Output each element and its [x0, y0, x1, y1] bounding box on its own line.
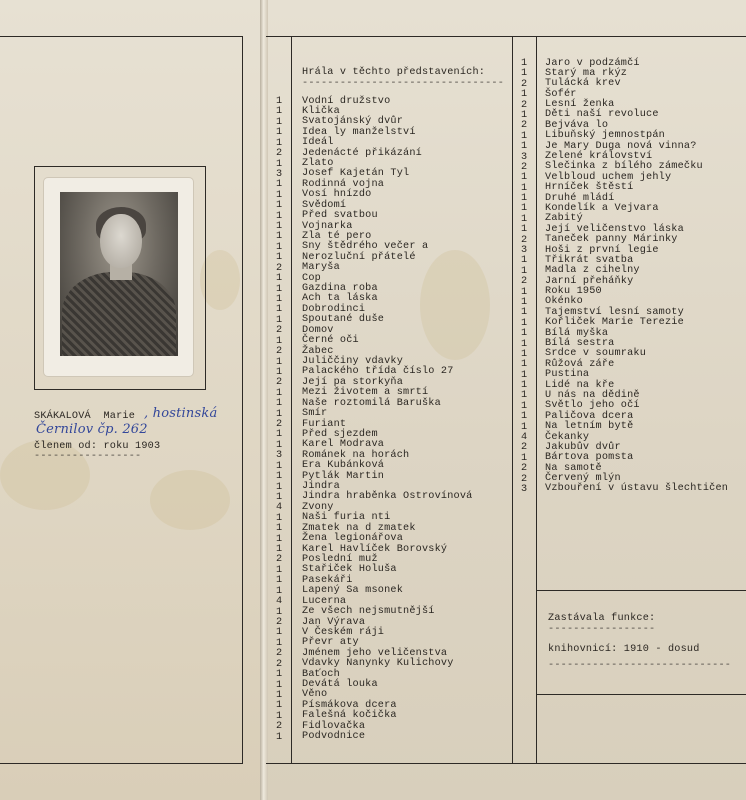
- play-title: Hoši z první legie: [545, 244, 659, 256]
- play-count: 2: [520, 99, 528, 111]
- play-title: Světlo jeho očí: [545, 400, 640, 412]
- play-title: Lesní ženka: [545, 99, 615, 111]
- play-title: Falešná kočička: [302, 710, 397, 722]
- left-card: [0, 0, 262, 800]
- play-count: 1: [275, 700, 283, 712]
- play-count: 1: [275, 398, 283, 410]
- play-title: Svatojánský dvůr: [302, 116, 404, 128]
- play-count: 1: [520, 369, 528, 381]
- play-count: 2: [520, 120, 528, 132]
- play-count: 2: [275, 419, 283, 431]
- play-count: 1: [275, 637, 283, 649]
- play-title: Velbloud uchem jehly: [545, 171, 672, 183]
- play-count: 1: [275, 689, 283, 701]
- play-title: Zmatek na d zmatek: [302, 522, 416, 534]
- play-title: Paličova dcera: [545, 410, 634, 422]
- play-count: 1: [275, 523, 283, 535]
- play-count: 1: [520, 307, 528, 319]
- dashed-underline: -----------------: [34, 451, 142, 462]
- play-count: 1: [275, 189, 283, 201]
- play-count: 1: [275, 627, 283, 639]
- play-title: Karel Modrava: [302, 439, 385, 451]
- play-title: Její pa storkyňa: [302, 376, 404, 388]
- play-count: 1: [275, 179, 283, 191]
- play-count: 2: [275, 262, 283, 274]
- play-title: Druhé mládí: [545, 192, 615, 204]
- play-title: Karel Havlíček Borovský: [302, 543, 448, 555]
- play-count: 1: [275, 408, 283, 420]
- play-title: Pustina: [545, 369, 590, 381]
- play-title: Před svatbou: [302, 210, 378, 222]
- paper-stain: [200, 250, 240, 310]
- play-count: 2: [275, 148, 283, 160]
- play-count: 1: [520, 286, 528, 298]
- play-title: Stařiček Holuša: [302, 564, 397, 576]
- play-title: Madla z cihelny: [545, 265, 640, 277]
- col-divider-left: [512, 36, 513, 764]
- play-count: 3: [520, 151, 528, 163]
- play-count: 1: [275, 575, 283, 587]
- right-border-bottom: [266, 763, 746, 764]
- play-count: 1: [275, 293, 283, 305]
- photo-box-right: [205, 166, 206, 390]
- play-title: Bejvávа lo: [545, 119, 609, 131]
- play-count: 1: [275, 481, 283, 493]
- play-title: Klička: [302, 105, 340, 117]
- play-count: 1: [275, 314, 283, 326]
- play-title: Písmákova dcera: [302, 699, 397, 711]
- play-count: 1: [275, 210, 283, 222]
- play-count: 2: [275, 648, 283, 660]
- play-count: 1: [275, 273, 283, 285]
- play-count: 1: [520, 338, 528, 350]
- heading-underline: --------------------------------: [302, 78, 505, 89]
- play-count: 1: [275, 731, 283, 743]
- portrait-photo: [60, 192, 178, 356]
- play-count: 1: [520, 380, 528, 392]
- occupation-handwritten: , hostinská: [144, 406, 218, 421]
- play-count: 1: [275, 283, 283, 295]
- play-title: Cop: [302, 272, 321, 284]
- play-title: Jedenácté přikázání: [302, 147, 422, 159]
- play-count: 1: [520, 172, 528, 184]
- play-count: 2: [275, 658, 283, 670]
- functions-box-top: [536, 590, 746, 591]
- play-title: Červený mlýn: [545, 473, 621, 485]
- play-title: Zvony: [302, 501, 334, 513]
- play-title: Vosí hnízdo: [302, 189, 372, 201]
- col1-num-rule: [291, 36, 292, 764]
- functions-heading: Zastávala funkce:: [548, 613, 656, 624]
- play-title: Růžová záře: [545, 358, 615, 370]
- play-title: Ze všech nejsmutnější: [302, 606, 435, 618]
- play-title: Jindra: [302, 481, 340, 493]
- play-count: 2: [520, 78, 528, 90]
- play-count: 1: [275, 127, 283, 139]
- play-title: Rodinná vojna: [302, 178, 385, 190]
- play-count: 1: [275, 241, 283, 253]
- play-title: Je Mary Duga nová vinna?: [545, 140, 697, 152]
- play-title: Zelené království: [545, 151, 653, 162]
- play-count: 1: [275, 439, 283, 451]
- play-count: 1: [520, 109, 528, 121]
- play-title: Podvodnice: [302, 731, 366, 743]
- play-title: Maryša: [302, 262, 340, 274]
- plays-heading: Hrála v těchto představeních:: [302, 67, 486, 78]
- photo-box-top: [34, 166, 206, 167]
- function-role: knihovnicí: 1910 - dosud: [548, 644, 700, 655]
- play-count: 1: [520, 296, 528, 308]
- paper-fold: [260, 0, 268, 800]
- play-count: 1: [275, 585, 283, 597]
- play-count: 1: [275, 491, 283, 503]
- play-title: Smír: [302, 408, 328, 420]
- play-count: 4: [275, 596, 283, 608]
- play-title: Sny štědrého večer a: [302, 241, 429, 253]
- play-count: 1: [520, 328, 528, 340]
- play-count: 1: [275, 158, 283, 170]
- play-title: Pasekáři: [302, 574, 353, 586]
- play-title: Kondelík a Vejvara: [545, 202, 659, 214]
- play-title: Žena legionářova: [302, 533, 404, 545]
- play-title: Naše roztomilá Baruška: [302, 397, 441, 409]
- play-title: Tulácká krev: [545, 78, 621, 90]
- play-count: 3: [275, 168, 283, 180]
- play-count: 4: [275, 502, 283, 514]
- play-title: Věno: [302, 689, 328, 701]
- play-title: Na samotě: [545, 462, 602, 474]
- left-border-top: [0, 36, 243, 37]
- play-title: Ach ta láska: [302, 293, 378, 305]
- play-title: Jan Výrava: [302, 616, 366, 628]
- play-title: Starý ma rkýz: [545, 67, 628, 79]
- play-title: Jakubův dvůr: [545, 441, 621, 453]
- play-count: 1: [520, 224, 528, 236]
- play-title: Čekanky: [545, 431, 590, 443]
- play-title: Era Kubánková: [302, 460, 385, 472]
- play-count: 1: [275, 544, 283, 556]
- play-title: Spoutané duše: [302, 314, 385, 326]
- play-count: 1: [275, 356, 283, 368]
- play-title: Zla té pero: [302, 230, 372, 242]
- play-title: Devátá louka: [302, 679, 378, 691]
- play-count: 1: [275, 252, 283, 264]
- play-count: 1: [520, 452, 528, 464]
- play-count: 1: [520, 265, 528, 277]
- play-title: Svědomí: [302, 199, 347, 211]
- play-count: 2: [275, 554, 283, 566]
- play-title: Okénko: [545, 296, 583, 308]
- play-title: Roku 1950: [545, 286, 602, 298]
- play-count: 1: [520, 68, 528, 80]
- play-title: Fidlovačka: [302, 720, 366, 732]
- play-count: 1: [520, 390, 528, 402]
- play-title: Idea ly manželství: [302, 126, 416, 138]
- play-count: 1: [275, 387, 283, 399]
- play-title: Děti naší revoluce: [545, 109, 659, 121]
- play-title: Libuňský jemnostpán: [545, 130, 665, 142]
- role-underline: -----------------------------: [548, 660, 732, 671]
- play-count: 1: [275, 335, 283, 347]
- play-title: Třikrát svatba: [545, 254, 634, 266]
- play-title: Zlato: [302, 158, 334, 170]
- right-border-top: [266, 36, 746, 37]
- play-count: 1: [520, 203, 528, 215]
- play-title: Zabitý: [545, 213, 583, 225]
- play-count: 1: [275, 231, 283, 243]
- play-title: Jarní přeháňky: [545, 275, 634, 287]
- play-title: Lidé na kře: [545, 379, 615, 391]
- play-count: 1: [275, 221, 283, 233]
- play-count: 1: [275, 96, 283, 107]
- functions-box-bottom: [536, 694, 746, 695]
- play-title: Její veličenstvo láska: [545, 223, 684, 235]
- play-count: 1: [275, 533, 283, 545]
- play-count: 1: [275, 679, 283, 691]
- play-count: 2: [520, 234, 528, 246]
- play-count: 1: [520, 130, 528, 142]
- play-count: 1: [520, 89, 528, 101]
- play-count: 1: [520, 255, 528, 267]
- play-count: 1: [275, 564, 283, 576]
- play-count: 1: [275, 366, 283, 378]
- play-count: 1: [275, 460, 283, 472]
- play-count: 1: [275, 710, 283, 722]
- functions-underline: -----------------: [548, 624, 656, 635]
- play-count: 1: [275, 200, 283, 212]
- play-title: Vojnarka: [302, 220, 353, 232]
- play-title: Žabec: [302, 345, 334, 357]
- play-title: Josef Kajetán Tyl: [302, 168, 410, 180]
- play-title: Bílá sestra: [545, 338, 615, 350]
- left-border-bottom: [0, 763, 243, 764]
- play-title: Jindra hraběnka Ostrovínová: [302, 491, 473, 503]
- play-title: Naši furia nti: [302, 512, 391, 524]
- play-count: 1: [520, 421, 528, 433]
- play-count: 2: [275, 721, 283, 733]
- play-title: Románek na horách: [302, 449, 410, 461]
- play-title: Lucerna: [302, 595, 347, 607]
- play-title: Vdavky Nanynky Kulichovy: [302, 658, 454, 670]
- play-count: 1: [275, 606, 283, 618]
- play-count: 1: [275, 512, 283, 524]
- play-title: Bílá myška: [545, 327, 609, 339]
- play-title: Taneček panny Márinky: [545, 234, 678, 246]
- play-title: Před sjezdem: [302, 428, 378, 440]
- play-count: 1: [520, 359, 528, 371]
- address-handwritten: Černilov čp. 262: [36, 422, 148, 437]
- play-title: Pytlák Martin: [302, 470, 385, 482]
- play-title: Na letním bytě: [545, 421, 634, 433]
- play-title: Mezi životem a smrtí: [302, 387, 429, 399]
- photo-box-left: [34, 166, 35, 390]
- play-count: 2: [275, 346, 283, 358]
- play-count: 2: [275, 377, 283, 389]
- paper-stain: [150, 470, 230, 530]
- member-since: členem od: roku 1903: [34, 441, 161, 452]
- play-title: Bártova pomsta: [545, 452, 634, 464]
- play-count: 3: [520, 245, 528, 257]
- play-title: Srdce v soumraku: [545, 348, 647, 360]
- play-title: Palackého třída číslo 27: [302, 366, 454, 378]
- play-count: 1: [275, 116, 283, 128]
- play-title: Furiant: [302, 418, 347, 430]
- play-title: Vzbouření v ústavu šlechtičen: [545, 483, 729, 495]
- play-title: Kořliček Marie Terezie: [545, 317, 684, 329]
- play-count: 2: [520, 276, 528, 288]
- play-count: 1: [275, 429, 283, 441]
- play-count: 1: [520, 317, 528, 329]
- play-count: 1: [520, 348, 528, 360]
- play-count: 3: [275, 450, 283, 462]
- play-title: Baťoch: [302, 668, 340, 680]
- play-count: 2: [520, 442, 528, 454]
- play-title: Nerozluční přátelé: [302, 251, 416, 263]
- play-title: Lapený Sa msonek: [302, 585, 404, 597]
- play-count: 3: [520, 483, 528, 495]
- play-count: 1: [520, 400, 528, 412]
- play-title: V Českém ráji: [302, 626, 385, 638]
- play-title: Šofér: [545, 88, 577, 100]
- play-title: Juliččiny vdavky: [302, 356, 404, 367]
- play-title: Ideál: [302, 137, 334, 149]
- play-count: 2: [275, 325, 283, 337]
- play-count: 1: [275, 106, 283, 118]
- play-count: 1: [520, 193, 528, 205]
- play-count: 1: [520, 213, 528, 225]
- play-count: 1: [275, 471, 283, 483]
- col-divider-right: [536, 36, 537, 764]
- play-title: Vodní družstvo: [302, 95, 391, 107]
- play-count: 2: [520, 463, 528, 475]
- left-border-right: [242, 36, 243, 764]
- play-title: Slečinka z bílého zámečku: [545, 161, 703, 173]
- photo-box-bottom: [34, 389, 206, 390]
- play-title: Převr aty: [302, 637, 359, 649]
- play-title: Hrníček štěstí: [545, 182, 634, 194]
- play-title: Gazdina roba: [302, 283, 378, 295]
- play-title: Černé oči: [302, 335, 359, 347]
- play-title: Domov: [302, 324, 334, 336]
- play-title: Jménem jeho veličenstva: [302, 647, 448, 659]
- play-count: 2: [275, 617, 283, 628]
- play-title: U nás na dědině: [545, 389, 640, 401]
- play-count: 1: [520, 58, 528, 69]
- play-count: 4: [520, 432, 528, 444]
- person-name: SKÁKALOVÁ Marie: [34, 411, 136, 422]
- play-count: 1: [275, 304, 283, 316]
- paper-stain: [420, 250, 490, 360]
- play-title: Poslední muž: [302, 553, 378, 565]
- play-count: 1: [520, 411, 528, 423]
- play-title: Dobrodinci: [302, 303, 366, 315]
- play-title: Tajemství lesní samoty: [545, 306, 684, 318]
- play-count: 1: [520, 141, 528, 153]
- play-count: 1: [275, 137, 283, 149]
- play-count: 2: [520, 473, 528, 485]
- play-title: Jaro v podzámčí: [545, 57, 640, 69]
- play-count: 1: [520, 182, 528, 194]
- play-count: 1: [275, 669, 283, 681]
- play-count: 2: [520, 161, 528, 173]
